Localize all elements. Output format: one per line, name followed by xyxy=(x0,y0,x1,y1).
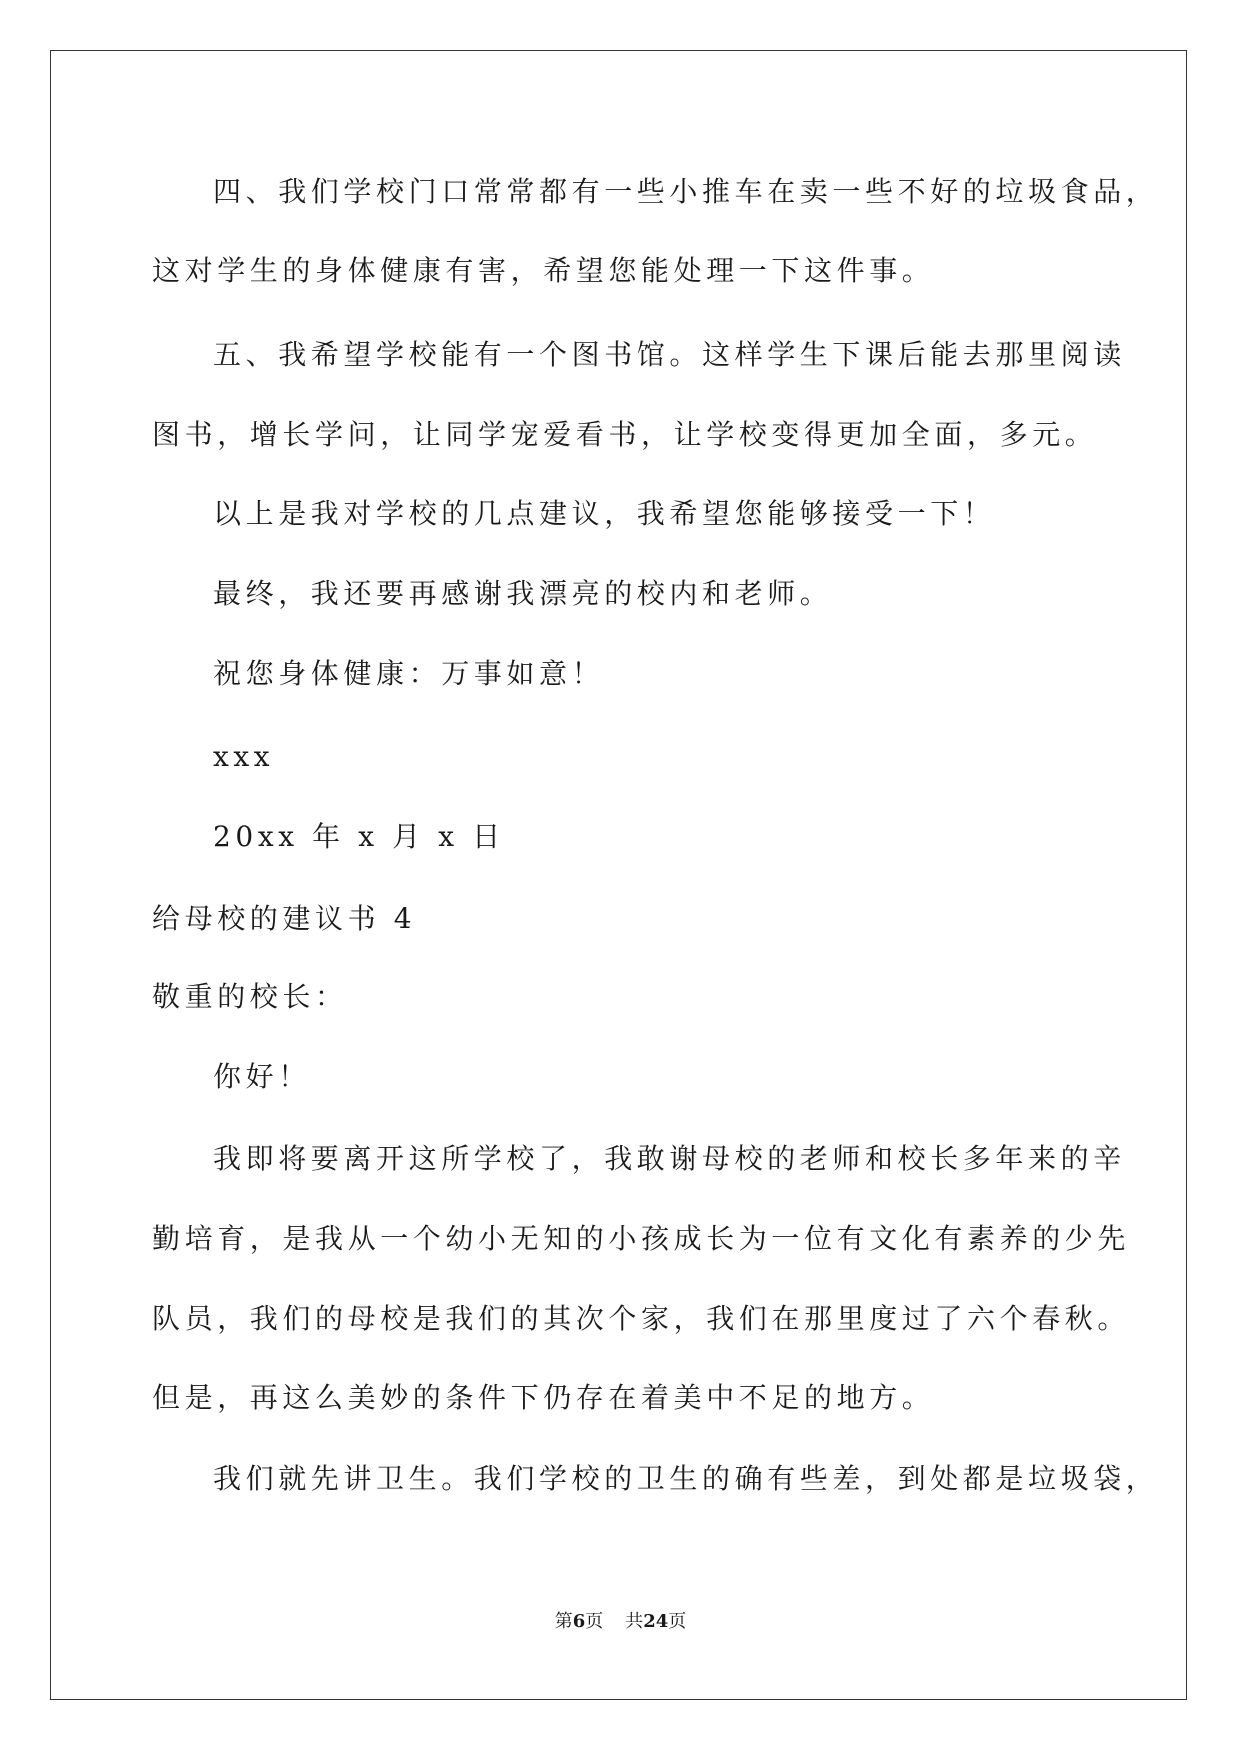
footer-total-suffix: 页 xyxy=(668,1611,687,1632)
footer-page-number: 6 xyxy=(572,1611,586,1632)
paragraph-line: 这对学生的身体健康有害，希望您能处理一下这件事。 xyxy=(152,254,935,287)
footer-page-prefix: 第 xyxy=(554,1611,573,1632)
section-title: 给母校的建议书 4 xyxy=(152,902,417,935)
paragraph-line: 我们就先讲卫生。我们学校的卫生的确有些差，到处都是垃圾袋， xyxy=(213,1462,1159,1495)
paragraph-line: 我即将要离开这所学校了，我敢谢母校的老师和校长多年来的辛 xyxy=(213,1142,1126,1175)
paragraph-line: 勤培育，是我从一个幼小无知的小孩成长为一位有文化有素养的少先 xyxy=(152,1222,1131,1255)
page-border xyxy=(50,50,1187,1700)
paragraph-line: 队员，我们的母校是我们的其次个家，我们在那里度过了六个春秋。 xyxy=(152,1302,1131,1335)
paragraph-line: 图书，增长学问，让同学宠爱看书，让学校变得更加全面，多元。 xyxy=(152,418,1098,451)
footer-total-prefix: 共 xyxy=(625,1611,644,1632)
footer-total-pages: 24 xyxy=(643,1611,669,1632)
paragraph-line: 最终，我还要再感谢我漂亮的校内和老师。 xyxy=(213,577,833,610)
page-footer xyxy=(0,1610,1241,1634)
paragraph-line: 五、我希望学校能有一个图书馆。这样学生下课后能去那里阅读 xyxy=(213,338,1126,371)
paragraph-line: 以上是我对学校的几点建议，我希望您能够接受一下！ xyxy=(213,497,996,530)
paragraph-line: 四、我们学校门口常常都有一些小推车在卖一些不好的垃圾食品， xyxy=(213,175,1159,208)
paragraph-line: 祝您身体健康：万事如意！ xyxy=(213,657,605,690)
salutation: 敬重的校长： xyxy=(152,980,348,1013)
paragraph-line: 但是，再这么美妙的条件下仍存在着美中不足的地方。 xyxy=(152,1381,935,1414)
footer-page-suffix: 页 xyxy=(585,1611,604,1632)
greeting: 你好！ xyxy=(213,1060,311,1093)
signature-name: xxx xyxy=(213,740,275,773)
date-line: 20xx 年 x 月 x 日 xyxy=(213,820,505,853)
